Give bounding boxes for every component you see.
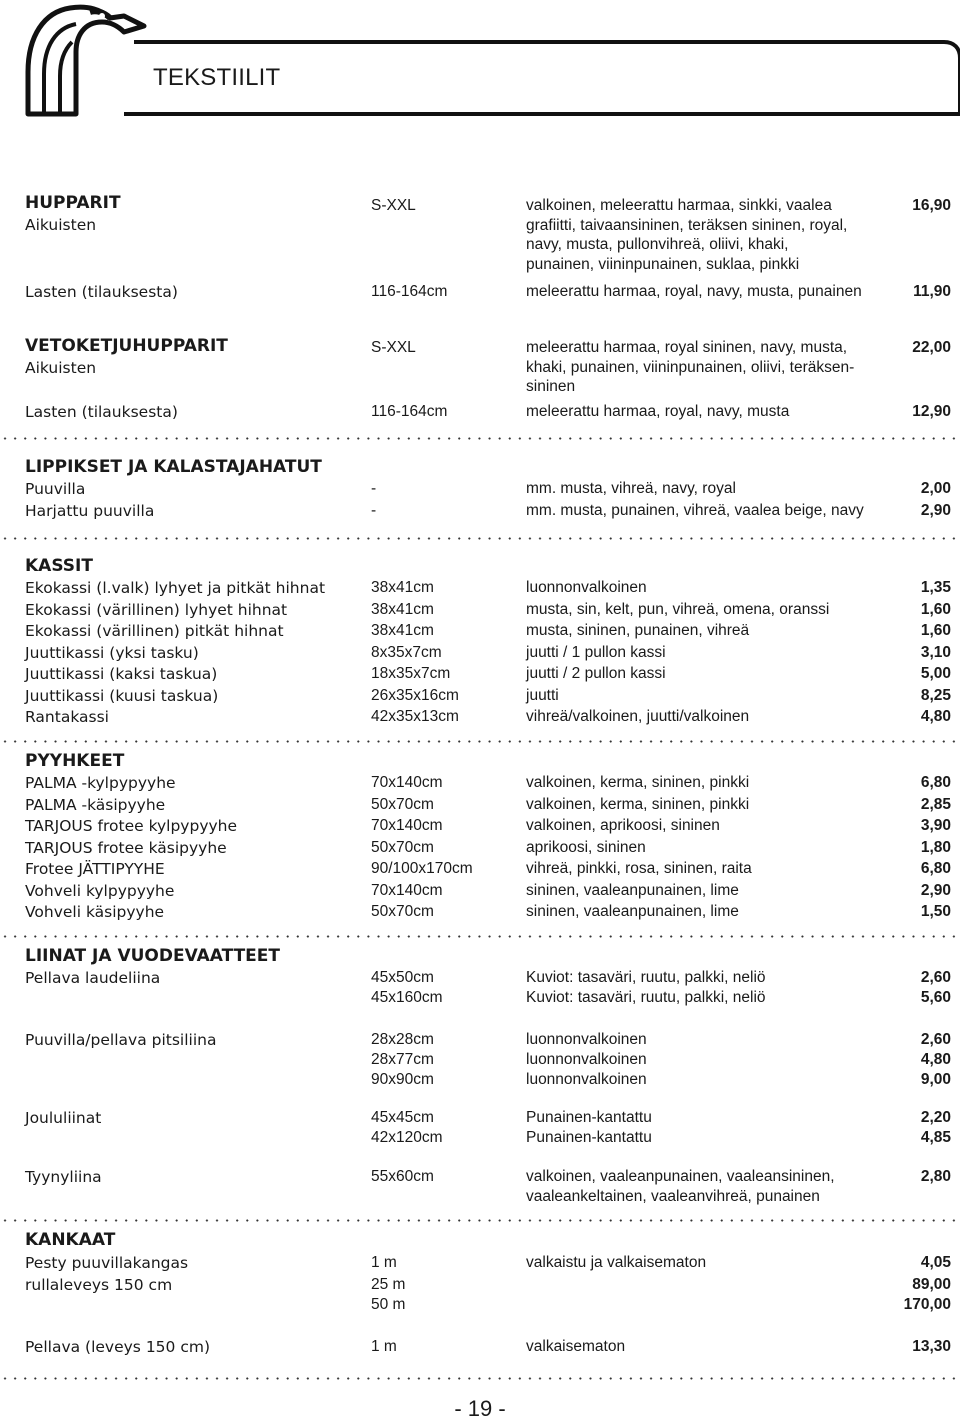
product-name: Tyynyliina [25,1168,102,1186]
product-name: Ekokassi (l.valk) lyhyet ja pitkät hihnat [25,579,326,597]
product-size: 38x41cm [371,601,434,618]
product-colors: juutti / 2 pullon kassi [526,665,666,682]
product-price: 2,20 [920,1109,951,1126]
dotted-divider [0,1377,960,1380]
product-price: 5,00 [920,665,951,682]
product-name: Puuvilla/pellava pitsiliina [25,1031,217,1049]
product-colors: sininen [526,378,576,395]
product-size: 42x120cm [371,1129,443,1146]
product-size: 1 m [371,1254,397,1271]
product-colors: valkoinen, vaaleanpunainen, vaaleansininen, [526,1168,835,1185]
product-name: Harjattu puuvilla [25,502,155,520]
product-price: 2,85 [920,796,951,813]
product-size: 1 m [371,1338,397,1355]
product-price: 1,60 [920,622,951,639]
product-size: 90x90cm [371,1071,434,1088]
section-heading-lippikset: LIPPIKSET JA KALASTAJAHATUT [25,457,322,477]
product-name: Juuttikassi (kuusi taskua) [25,687,219,705]
product-price: 170,00 [903,1296,951,1313]
product-size: 55x60cm [371,1168,434,1185]
product-price: 3,90 [920,817,951,834]
product-name: Ekokassi (värillinen) lyhyet hihnat [25,601,288,619]
product-size: 25 m [371,1276,406,1293]
product-colors: meleerattu harmaa, royal, navy, musta, punainen [526,283,862,300]
product-price: 2,90 [920,502,951,519]
product-price: 2,00 [920,480,951,497]
product-price: 1,35 [920,579,951,596]
product-size: 45x45cm [371,1109,434,1126]
product-price: 4,05 [920,1254,951,1271]
product-colors: luonnonvalkoinen [526,1071,647,1088]
product-colors: grafiitti, taivaansininen, teräksen sininen, royal, [526,217,848,234]
product-name: Rantakassi [25,708,109,726]
product-size: 38x41cm [371,579,434,596]
product-name: Vohveli kylpypyyhe [25,882,175,900]
product-price: 1,80 [920,839,951,856]
section-heading-vetoketjuhupparit: VETOKETJUHUPPARIT [25,336,228,356]
product-colors: juutti / 1 pullon kassi [526,644,666,661]
product-price: 8,25 [920,687,951,704]
product-colors: mm. musta, vihreä, navy, royal [526,480,736,497]
product-colors: sininen, vaaleanpunainen, lime [526,903,739,920]
product-size: 42x35x13cm [371,708,459,725]
page-title: TEKSTIILIT [153,64,281,91]
product-price: 4,80 [920,708,951,725]
product-size: 90/100x170cm [371,860,473,877]
product-size: 70x140cm [371,774,443,791]
product-size: 28x28cm [371,1031,434,1048]
product-colors: valkoinen, meleerattu harmaa, sinkki, vaalea [526,197,832,214]
product-size: 45x160cm [371,989,443,1006]
product-size: - [371,502,377,519]
product-name: PALMA -kylpypyyhe [25,774,176,792]
product-price: 9,00 [920,1071,951,1088]
product-price: 22,00 [912,339,951,356]
product-price: 2,60 [920,969,951,986]
product-size: 38x41cm [371,622,434,639]
dotted-divider [0,437,960,440]
product-size: 8x35x7cm [371,644,442,661]
product-price: 89,00 [912,1276,951,1293]
product-name: Aikuisten [25,216,97,234]
product-colors: valkoinen, aprikoosi, sininen [526,817,720,834]
product-name: Lasten (tilauksesta) [25,403,178,421]
product-name: Juuttikassi (kaksi taskua) [25,665,218,683]
product-name: Ekokassi (värillinen) pitkät hihnat [25,622,284,640]
product-price: 5,60 [920,989,951,1006]
product-name: Frotee JÄTTIPYYHE [25,860,165,878]
product-size: 70x140cm [371,882,443,899]
product-colors: musta, sininen, punainen, vihreä [526,622,750,639]
product-colors: luonnonvalkoinen [526,1051,647,1068]
dotted-divider [0,537,960,540]
section-heading-hupparit: HUPPARIT [25,193,121,213]
product-colors: aprikoosi, sininen [526,839,646,856]
product-colors: vihreä, pinkki, rosa, sininen, raita [526,860,752,877]
product-size: 45x50cm [371,969,434,986]
product-name: PALMA -käsipyyhe [25,796,166,814]
product-colors: valkoinen, kerma, sininen, pinkki [526,796,750,813]
product-name: Joululiinat [25,1109,102,1127]
product-size: S-XXL [371,339,416,356]
product-size: 50x70cm [371,796,434,813]
product-price: 1,50 [920,903,951,920]
product-price: 2,80 [920,1168,951,1185]
section-heading-liinat: LIINAT JA VUODEVAATTEET [25,946,280,966]
product-name: TARJOUS frotee käsipyyhe [25,839,227,857]
product-size: 50 m [371,1296,406,1313]
product-colors: musta, sin, kelt, pun, vihreä, omena, oranssi [526,601,830,618]
product-price: 4,80 [920,1051,951,1068]
product-colors: Punainen-kantattu [526,1129,652,1146]
product-name: Vohveli käsipyyhe [25,903,165,921]
product-colors: vihreä/valkoinen, juutti/valkoinen [526,708,750,725]
product-colors: vaaleankeltainen, vaaleanvihreä, punainen [526,1188,820,1205]
product-colors: mm. musta, punainen, vihreä, vaalea beige, navy [526,502,864,519]
product-size: 116-164cm [371,403,448,420]
product-price: 2,90 [920,882,951,899]
product-colors: luonnonvalkoinen [526,579,647,596]
product-price: 3,10 [920,644,951,661]
product-name: TARJOUS frotee kylpypyyhe [25,817,238,835]
section-heading-kassit: KASSIT [25,556,93,576]
product-colors: juutti [526,687,559,704]
product-colors: valkoinen, kerma, sininen, pinkki [526,774,750,791]
product-name: Pellava laudeliina [25,969,161,987]
product-size: 28x77cm [371,1051,434,1068]
product-colors: khaki, punainen, viininpunainen, oliivi, teräksen- [526,359,855,376]
product-name: Juuttikassi (yksi tasku) [25,644,199,662]
product-colors: valkaistu ja valkaisematon [526,1254,707,1271]
product-colors: valkaisematon [526,1338,626,1355]
product-name: Lasten (tilauksesta) [25,283,178,301]
product-name: Puuvilla [25,480,86,498]
section-heading-pyyhkeet: PYYHKEET [25,751,125,771]
product-colors: Kuviot: tasaväri, ruutu, palkki, neliö [526,989,766,1006]
product-colors: luonnonvalkoinen [526,1031,647,1048]
product-colors: meleerattu harmaa, royal sininen, navy, musta, [526,339,848,356]
product-size: S-XXL [371,197,416,214]
product-price: 13,30 [912,1338,951,1355]
product-size: 116-164cm [371,283,448,300]
product-size: 70x140cm [371,817,443,834]
product-name: rullaleveys 150 cm [25,1276,173,1294]
product-size: 26x35x16cm [371,687,459,704]
product-size: - [371,480,377,497]
product-colors: Punainen-kantattu [526,1109,652,1126]
product-colors: meleerattu harmaa, royal, navy, musta [526,403,790,420]
product-price: 4,85 [920,1129,951,1146]
product-size: 50x70cm [371,839,434,856]
dotted-divider [0,740,960,743]
product-name: Aikuisten [25,359,97,377]
product-colors: Kuviot: tasaväri, ruutu, palkki, neliö [526,969,766,986]
product-price: 1,60 [920,601,951,618]
product-price: 11,90 [913,283,951,300]
product-price: 6,80 [920,774,951,791]
product-price: 12,90 [912,403,951,420]
product-colors: punainen, viininpunainen, suklaa, pinkki [526,256,800,273]
page-number: - 19 - [454,1396,506,1421]
product-price: 2,60 [920,1031,951,1048]
product-size: 18x35x7cm [371,665,451,682]
product-price: 6,80 [920,860,951,877]
section-heading-kankaat: KANKAAT [25,1230,116,1250]
product-name: Pesty puuvillakangas [25,1254,189,1272]
product-name: Pellava (leveys 150 cm) [25,1338,210,1356]
dotted-divider [0,935,960,938]
product-size: 50x70cm [371,903,434,920]
product-colors: navy, musta, pullonvihreä, oliivi, khaki, [526,236,789,253]
product-colors: sininen, vaaleanpunainen, lime [526,882,739,899]
dotted-divider [0,1219,960,1222]
product-price: 16,90 [912,197,951,214]
